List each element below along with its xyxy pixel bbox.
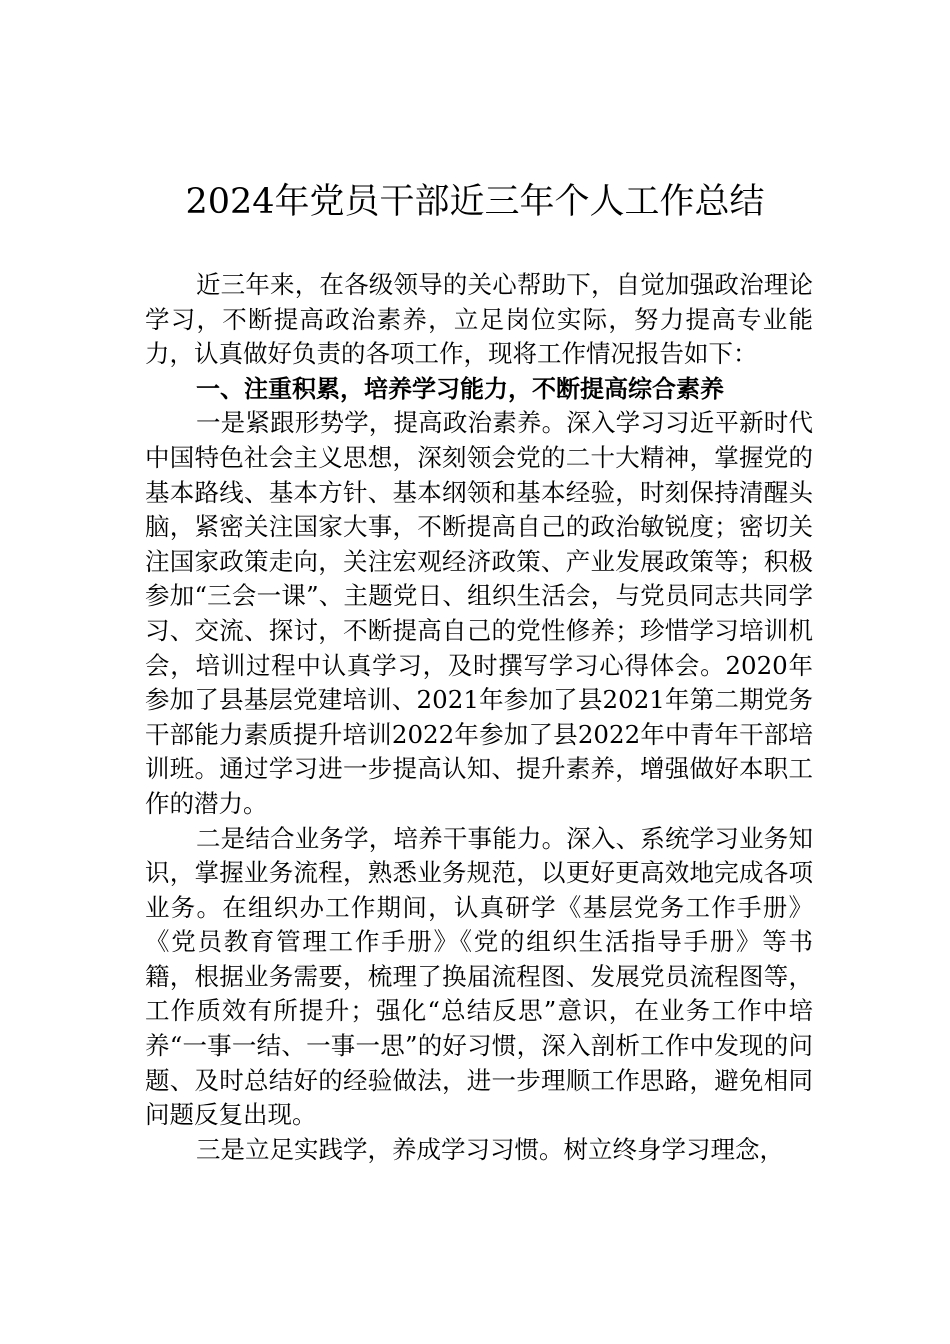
- paragraph-intro: 近三年来，在各级领导的关心帮助下，自觉加强政治理论学习，不断提高政治素养，立足岗位实际，努力提高专业能力，认真做好负责的各项工作，现将工作情况报告如下：: [145, 270, 813, 369]
- document-title: 2024年党员干部近三年个人工作总结: [185, 182, 765, 222]
- paragraph-business-study: 二是结合业务学，培养干事能力。深入、系统学习业务知识，掌握业务流程，熟悉业务规范，以更好更高效地完成各项业务。在组织办工作期间，认真研学《基层党务工作手册》《党员教育管理工作手册》《党的组织生活指导手册》等书籍，根据业务需要，梳理了换届流程图、发展党员流程图等，工作质效有所提升；强化“总结反思”意识，在业务工作中培养“一事一结、一事一思”的好习惯，深入剖析工作中发现的问题、及时总结好的经验做法，进一步理顺工作思路，避免相同问题反复出现。: [145, 823, 813, 1130]
- paragraph-political-study: 一是紧跟形势学，提高政治素养。深入学习习近平新时代中国特色社会主义思想，深刻领会党的二十大精神，掌握党的基本路线、基本方针、基本纲领和基本经验，时刻保持清醒头脑，紧密关注国家大事，不断提高自己的政治敏锐度；密切关注国家政策走向，关注宏观经济政策、产业发展政策等；积极参加“三会一课”、主题党日、组织生活会，与党员同志共同学习、交流、探讨，不断提高自己的党性修养；珍惜学习培训机会，培训过程中认真学习，及时撰写学习心得体会。2020年参加了县基层党建培训、2021年参加了县2021年第二期党务干部能力素质提升培训2022年参加了县2022年中青年干部培训班。通过学习进一步提高认知、提升素养，增强做好本职工作的潜力。: [145, 408, 813, 818]
- section-heading-1: 一、注重积累，培养学习能力，不断提高综合素养: [196, 374, 724, 403]
- paragraph-practice-study: 三是立足实践学，养成学习习惯。树立终身学习理念，: [196, 1134, 784, 1164]
- document-body: [145, 268, 813, 1167]
